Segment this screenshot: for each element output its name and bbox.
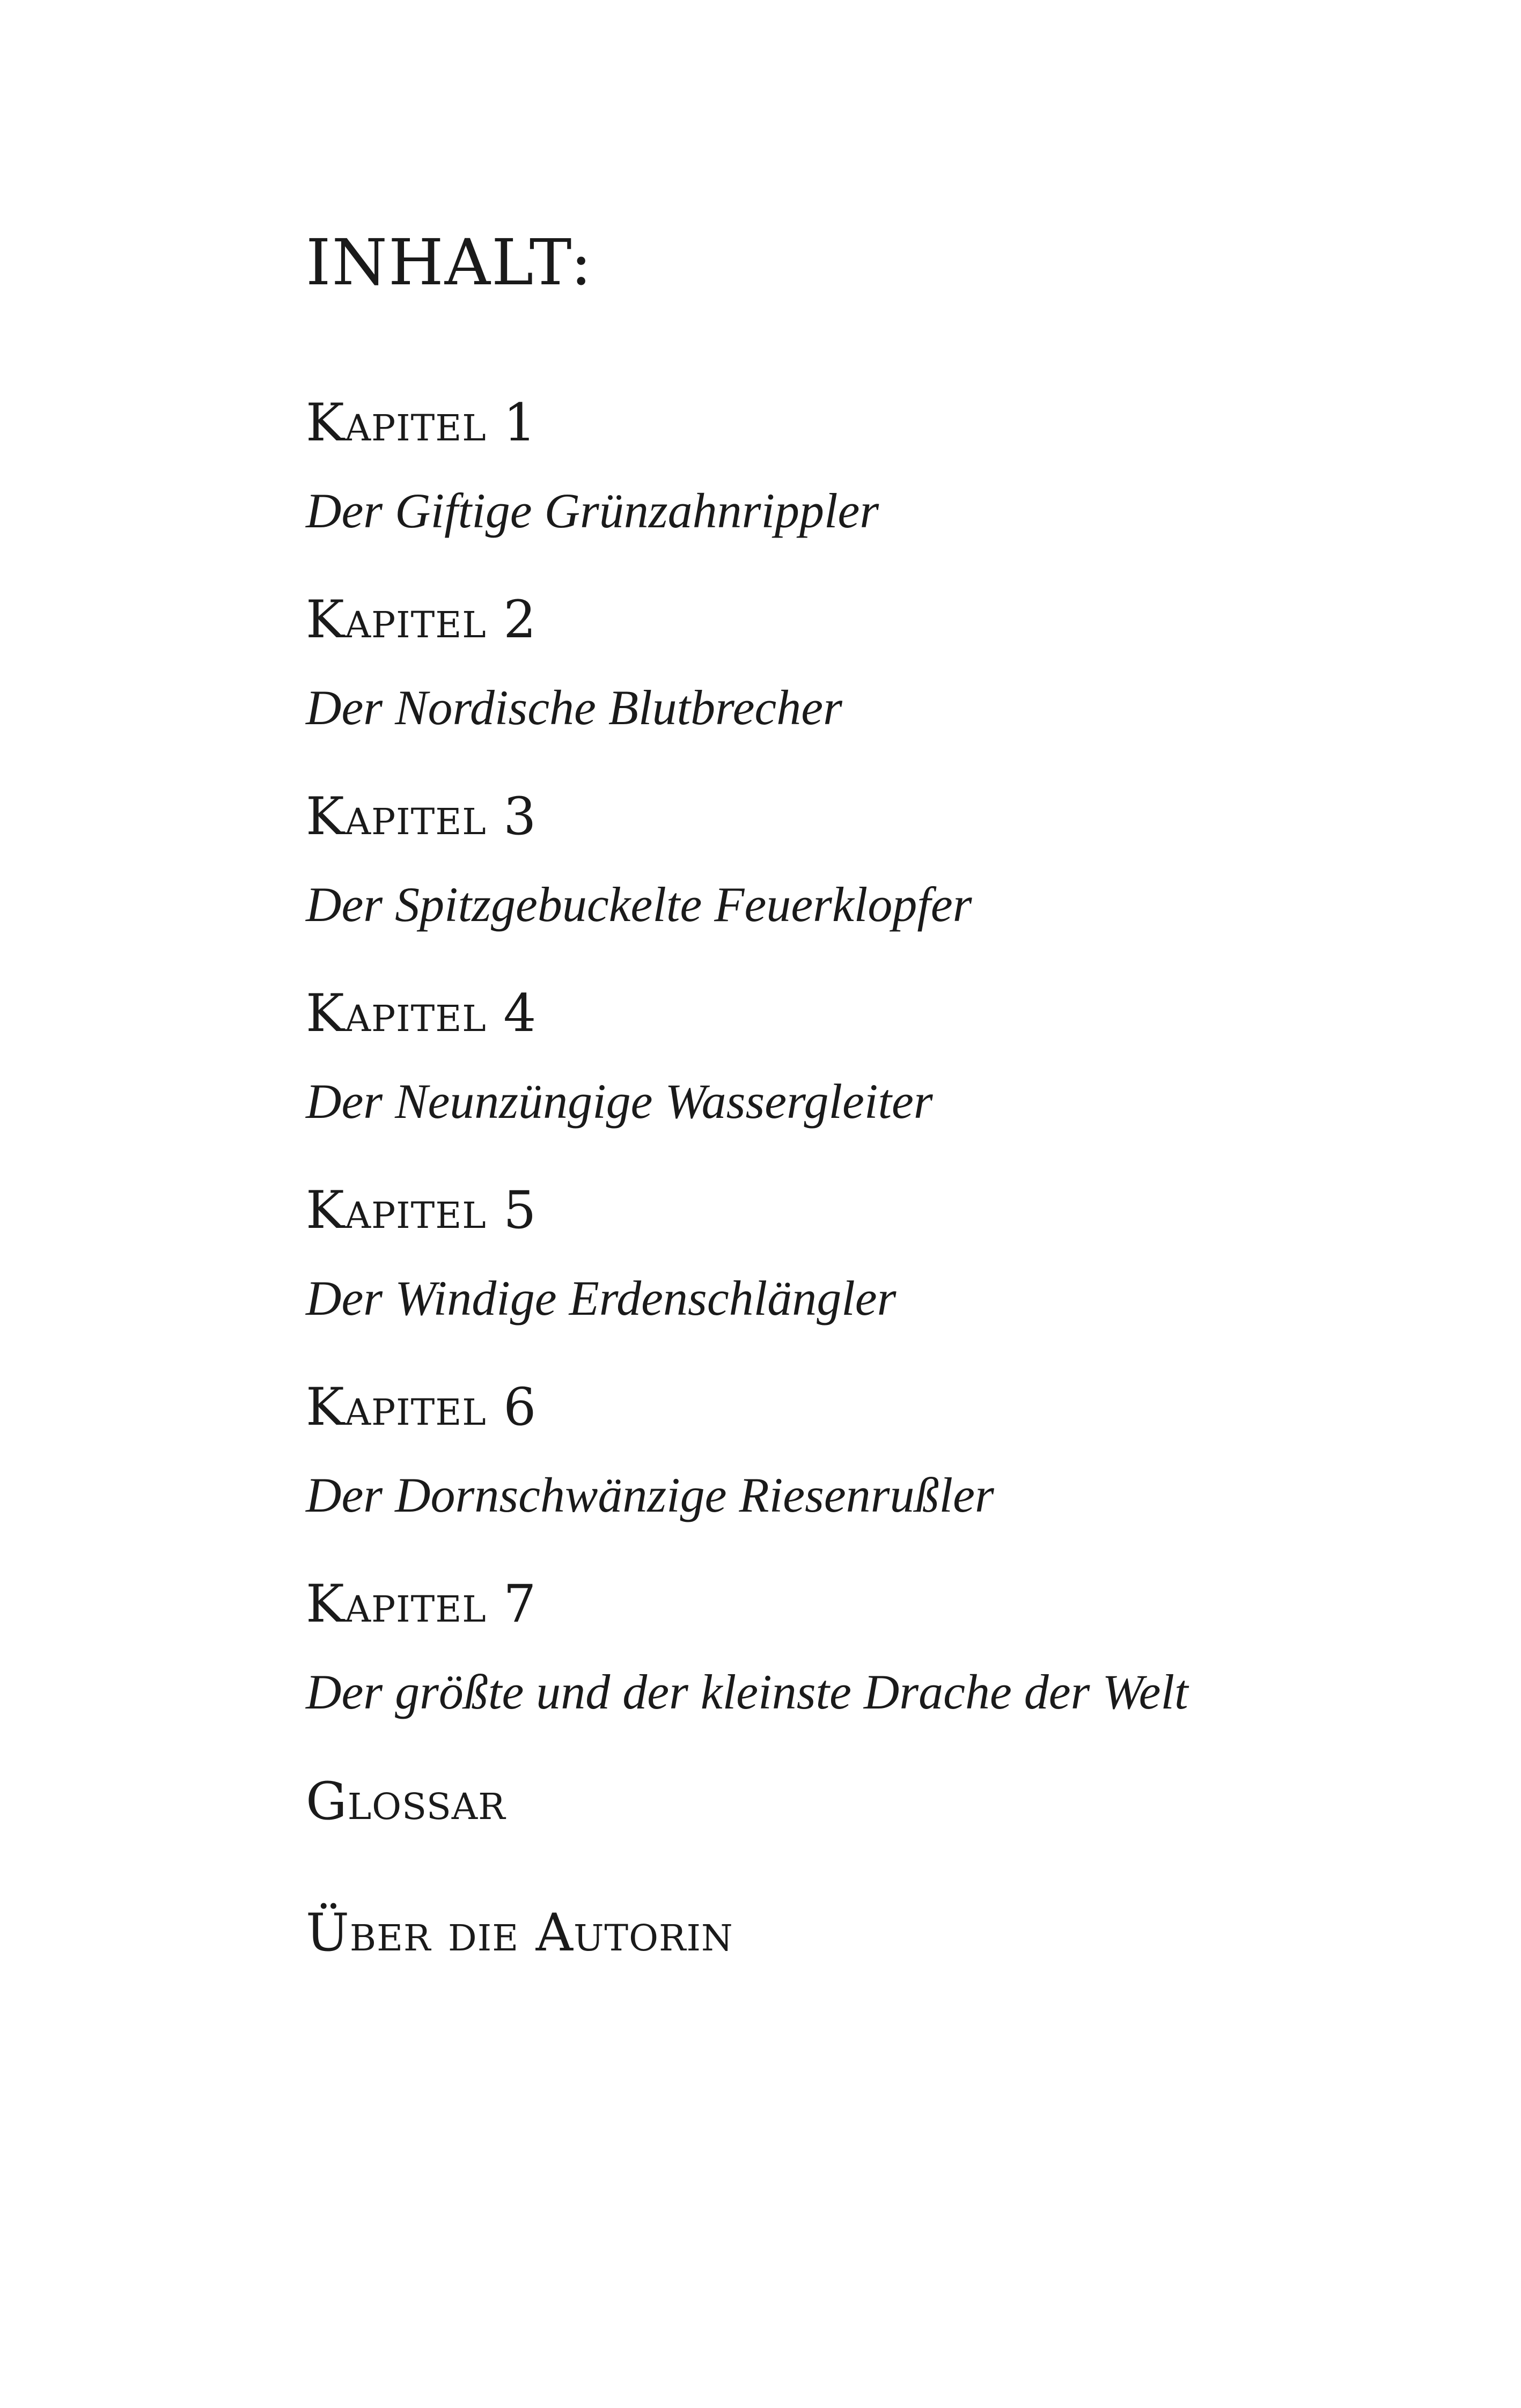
- toc-entry-chapter-5[interactable]: [306, 1180, 897, 1325]
- chapter-title: Der Giftige Grünzahnrippler: [306, 483, 879, 538]
- toc-entry-chapter-1[interactable]: [306, 393, 879, 538]
- glossary-label: Glossar: [306, 1771, 506, 1831]
- chapter-label: Kapitel 7: [306, 1574, 537, 1634]
- chapter-label: Kapitel 4: [306, 983, 537, 1043]
- toc-entry-chapter-7[interactable]: [306, 1574, 1188, 1719]
- toc-entry-chapter-2[interactable]: [306, 590, 842, 735]
- chapter-title: Der Nordische Blutbrecher: [306, 680, 842, 735]
- toc-entry-chapter-4[interactable]: [306, 983, 933, 1129]
- chapter-title: Der Windige Erdenschlängler: [306, 1271, 897, 1325]
- toc-entry-chapter-3[interactable]: [306, 786, 972, 932]
- chapter-label: Kapitel 1: [306, 393, 537, 453]
- about-author-label: Über die Autorin: [306, 1903, 733, 1963]
- chapter-label: Kapitel 2: [306, 590, 537, 650]
- page-title: INHALT:: [306, 225, 593, 299]
- chapter-label: Kapitel 5: [306, 1180, 537, 1240]
- toc-entry-about-author[interactable]: [306, 1903, 733, 1963]
- chapter-title: Der größte und der kleinste Drache der Welt: [306, 1665, 1188, 1719]
- toc-entry-glossary[interactable]: [306, 1771, 506, 1831]
- chapter-title: Der Spitzgebuckelte Feuerklopfer: [306, 877, 972, 932]
- chapter-label: Kapitel 6: [306, 1377, 537, 1437]
- chapter-label: Kapitel 3: [306, 786, 537, 846]
- toc-entry-chapter-6[interactable]: [306, 1377, 994, 1522]
- chapter-title: Der Neunzüngige Wassergleiter: [306, 1074, 933, 1129]
- chapter-title: Der Dornschwänzige Riesenrußler: [306, 1468, 994, 1522]
